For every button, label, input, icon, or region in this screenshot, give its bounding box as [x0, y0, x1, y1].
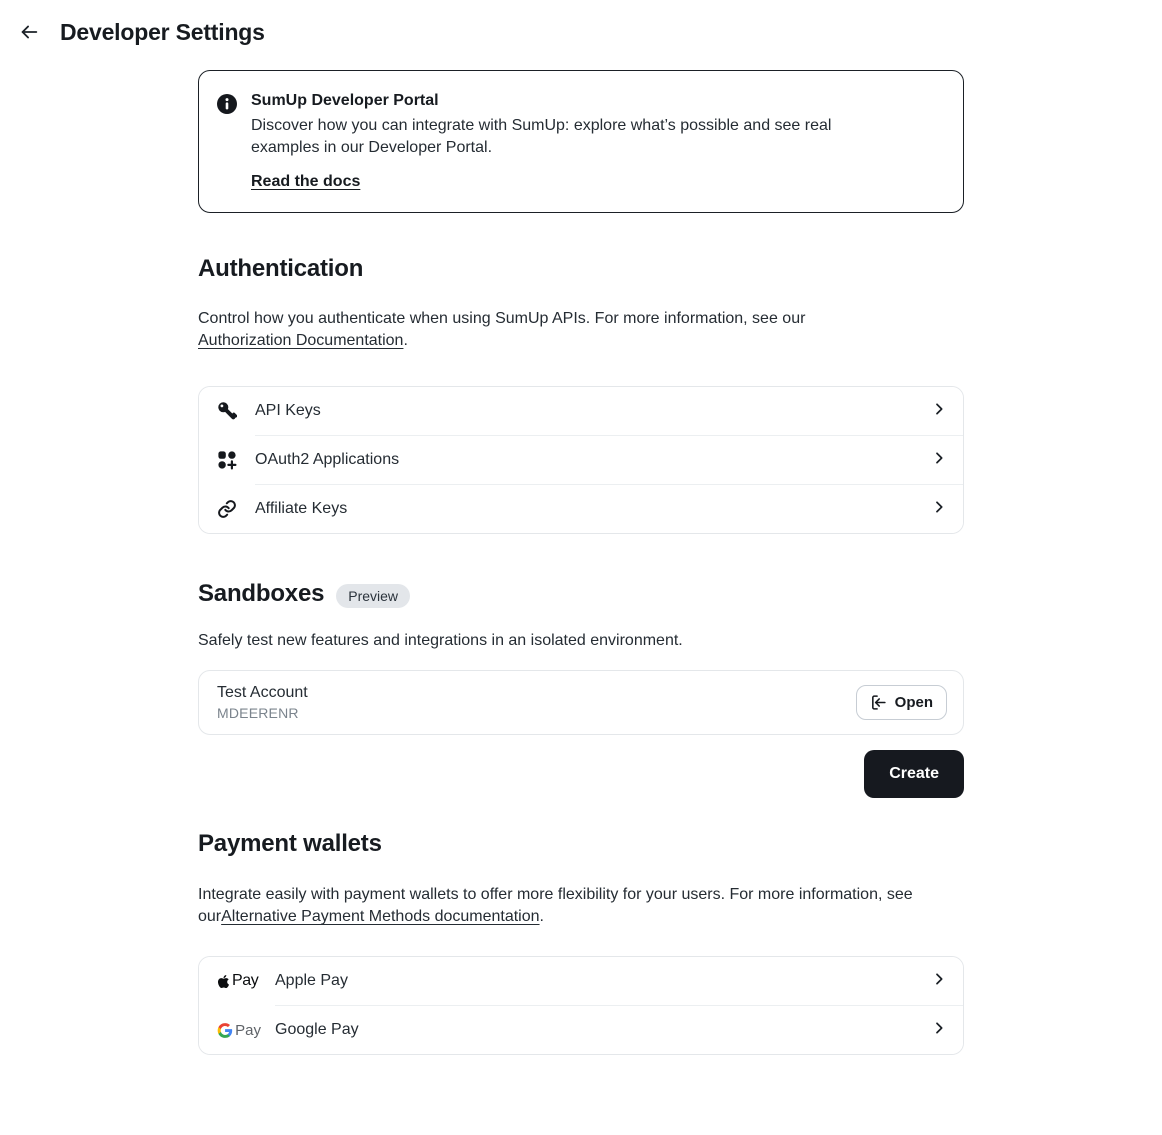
- list-item-api-keys[interactable]: [199, 387, 963, 435]
- google-pay-wordmark: Pay: [235, 1021, 261, 1039]
- authentication-section: [198, 255, 964, 534]
- payment-wallets-description: Integrate easily with payment wallets to offer more flexibility for your users. For more information, see ourAlternative Payment Methods documentation.: [198, 886, 913, 925]
- payment-wallets-section: [198, 830, 964, 1055]
- chain-link-icon: [217, 499, 237, 519]
- chevron-right-icon: [931, 499, 947, 520]
- authorization-documentation-link[interactable]: Authorization Documentation: [198, 332, 404, 349]
- log-in-icon: [870, 694, 887, 711]
- banner-description: Discover how you can integrate with SumUp: explore what’s possible and see real examples in our Developer Portal.: [251, 117, 832, 156]
- list-item-label: Google Pay: [275, 1021, 359, 1038]
- payment-wallets-heading: Payment wallets: [198, 830, 382, 857]
- apple-icon: [217, 974, 230, 989]
- payment-wallets-list-card: [198, 956, 964, 1055]
- sandboxes-description: Safely test new features and integrations in an isolated environment.: [198, 632, 683, 649]
- banner-title: SumUp Developer Portal: [251, 92, 439, 109]
- alternative-payment-methods-link[interactable]: Alternative Payment Methods documentation: [221, 908, 540, 925]
- open-button[interactable]: [856, 685, 947, 720]
- authentication-heading: Authentication: [198, 255, 364, 282]
- chevron-right-icon: [931, 401, 947, 422]
- chevron-right-icon: [931, 450, 947, 471]
- top-bar: [0, 0, 1162, 50]
- preview-badge: Preview: [336, 584, 410, 608]
- list-item-apple-pay[interactable]: [199, 957, 963, 1005]
- list-item-label: Apple Pay: [275, 972, 348, 989]
- google-g-icon: [217, 1022, 233, 1039]
- sandboxes-section: [198, 580, 964, 798]
- list-item-oauth2-applications[interactable]: [199, 436, 963, 484]
- test-account-card: [198, 670, 964, 735]
- chevron-right-icon: [931, 1020, 947, 1041]
- page-title: Developer Settings: [60, 18, 265, 45]
- list-item-label: OAuth2 Applications: [255, 451, 400, 468]
- apps-plus-icon: [217, 450, 237, 470]
- create-button-row: [198, 750, 964, 798]
- main-content: [198, 70, 964, 1135]
- google-pay-logo: [217, 1022, 261, 1039]
- list-item-google-pay[interactable]: [199, 1006, 963, 1054]
- account-name: Test Account: [217, 684, 308, 701]
- read-the-docs-link[interactable]: Read the docs: [251, 173, 361, 190]
- create-button[interactable]: Create: [864, 750, 964, 798]
- banner-body: [251, 92, 871, 191]
- list-item-label: Affiliate Keys: [255, 500, 348, 517]
- info-icon: [217, 92, 237, 191]
- list-item-label: API Keys: [255, 402, 321, 419]
- developer-portal-banner: [198, 70, 964, 213]
- sandboxes-heading: Sandboxes Preview: [198, 580, 964, 608]
- account-code: MDEERENR: [217, 705, 299, 721]
- authentication-description: Control how you authenticate when using SumUp APIs. For more information, see our Authorization Documentation.: [198, 310, 806, 349]
- chevron-right-icon: [931, 971, 947, 992]
- apple-pay-logo: [217, 972, 261, 990]
- back-button[interactable]: [17, 20, 41, 44]
- authentication-list-card: [198, 386, 964, 534]
- open-button-label: Open: [894, 694, 933, 711]
- key-icon: [217, 401, 237, 421]
- apple-pay-wordmark: Pay: [232, 972, 259, 989]
- list-item-affiliate-keys[interactable]: [199, 485, 963, 533]
- test-account-info: [217, 684, 308, 721]
- back-arrow-icon: [18, 21, 40, 43]
